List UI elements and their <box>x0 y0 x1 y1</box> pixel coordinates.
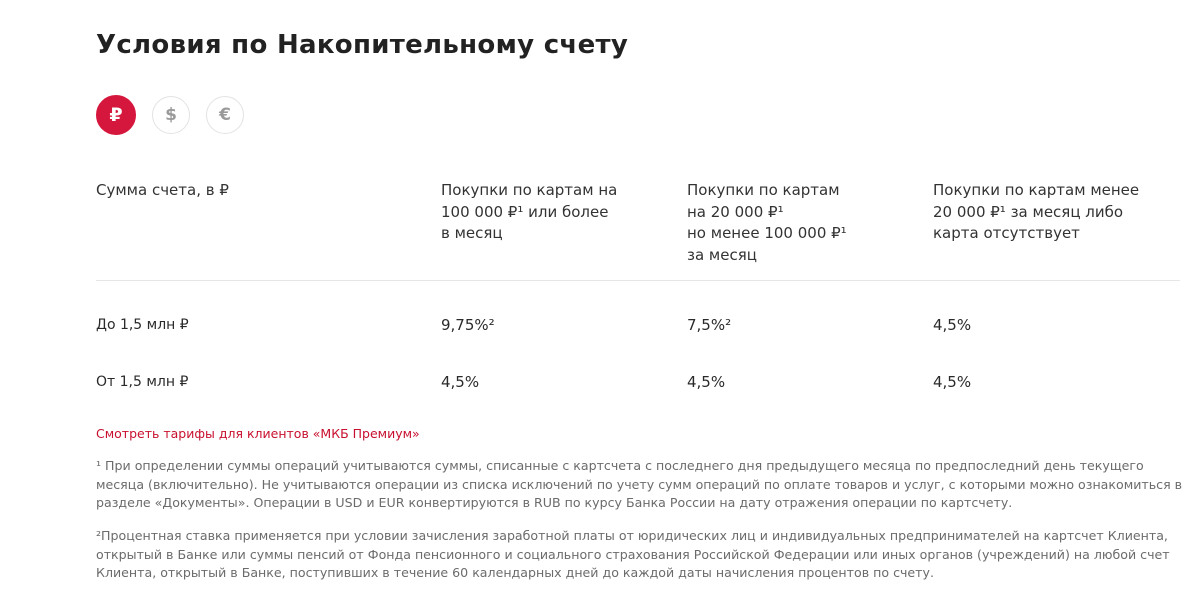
table-header-amount: Сумма счета, в ₽ <box>96 181 229 199</box>
table-row-label: От 1,5 млн ₽ <box>96 374 189 390</box>
euro-icon: € <box>219 105 231 125</box>
ruble-icon: ₽ <box>109 104 123 126</box>
dollar-icon: $ <box>165 105 177 125</box>
footnote-1: ¹ При определении суммы операций учитываются суммы, списанные с картсчета с последнего дня предыдущего месяца по предпоследний день текущего месяца (включительно). Не учитываются операции из списка исключений по учету сумм операций по оплате товаров и услуг, с которыми можно ознакомиться в разделе «Документы». Операции в USD и EUR конвертируются в RUB по курсу Банка России на дату отражения операции по картсчету. <box>96 458 1183 511</box>
page-title: Условия по Накопительному счету <box>96 30 629 60</box>
table-cell-rate: 4,5% <box>687 373 726 391</box>
table-row-label: До 1,5 млн ₽ <box>96 317 189 333</box>
table-divider <box>96 280 1180 281</box>
table-cell-rate: 4,5% <box>933 373 972 391</box>
table-cell-rate: 4,5% <box>933 316 972 334</box>
currency-eur-button[interactable] <box>206 96 244 134</box>
table-cell-rate: 7,5%² <box>687 316 732 334</box>
table-cell-rate: 9,75%² <box>441 316 495 334</box>
premium-tariffs-link[interactable]: Смотреть тарифы для клиентов «МКБ Премиум» <box>96 426 420 441</box>
currency-usd-button[interactable] <box>152 96 190 134</box>
table-header-purchases-under-20k: Покупки по картам менее 20 000 ₽¹ за месяц либо карта отсутствует <box>933 181 1140 242</box>
table-header-purchases-20k-100k: Покупки по картам на 20 000 ₽¹ но менее 100 000 ₽¹ за месяц <box>687 181 847 264</box>
currency-rub-button[interactable] <box>96 95 136 135</box>
table-cell-rate: 4,5% <box>441 373 480 391</box>
table-header-purchases-100k: Покупки по картам на 100 000 ₽¹ или более в месяц <box>441 181 618 242</box>
footnote-2: ²Процентная ставка применяется при условии зачисления заработной платы от юридических лиц и индивидуальных предпринимателей на картсчет Клиента, открытый в Банке или суммы пенсий от Фонда пенсионного и социального страхования Российской Федерации или иных органов (учреждений) на любой счет Клиента, открытый в Банке, поступивших в течение 60 календарных дней до каждой даты начисления процентов по счету. <box>96 528 1170 581</box>
currency-switcher <box>96 96 244 135</box>
